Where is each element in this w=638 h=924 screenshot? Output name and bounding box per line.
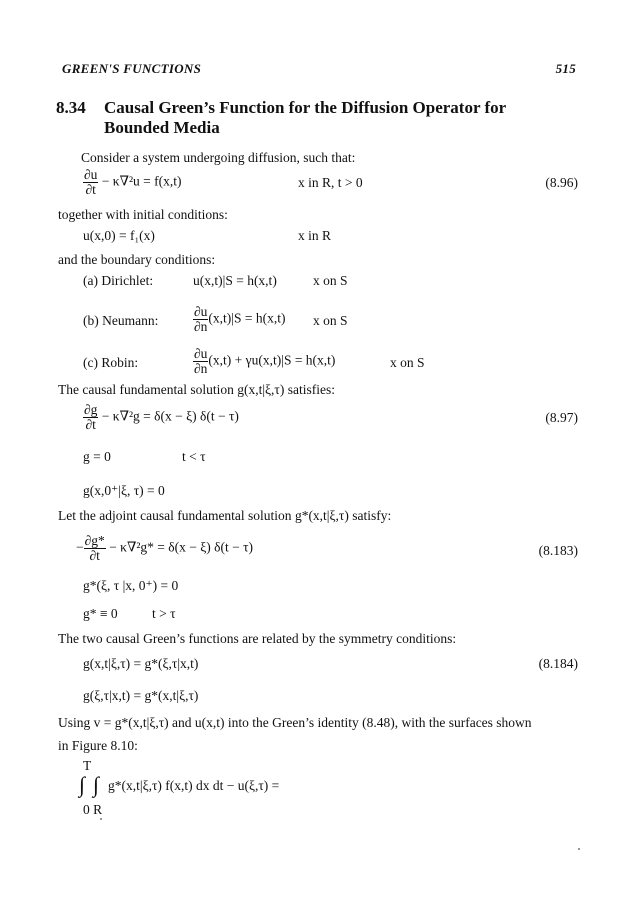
causal-rhs: − κ∇²g = δ(x − ξ) δ(t − τ) [98,408,239,424]
g-initial: g(x,0⁺|ξ, τ) = 0 [83,483,165,498]
partial-u-over-partial-n-robin: $\frac{\partial u}{\partial n}$ [194,346,208,376]
adjoint-rhs: − κ∇²g* = δ(x − ξ) δ(t − τ) [105,539,254,555]
initial-domain: x in R [298,228,332,243]
integral-upper-limit: T [83,758,92,773]
partial-gstar-over-partial-t: $\frac{\partial g*}{\partial t}$ [84,533,105,563]
robin-domain: x on S [390,355,425,370]
initial-condition: u(x,0) = f₁(x) [83,228,155,243]
using-text-line2: in Figure 8.10: [58,738,138,753]
dirichlet-expression: u(x,t)|S = h(x,t) [193,273,277,288]
scan-speck [100,818,102,820]
boundary-text: and the boundary conditions: [58,252,216,267]
adjoint-zero-condition: t > τ [152,606,176,621]
running-header-title: GREEN'S FUNCTIONS [62,61,202,76]
partial-u-over-partial-n: $\frac{\partial u}{\partial n}$ [194,304,208,334]
intro-text: Consider a system undergoing diffusion, such that: [81,150,356,165]
equation-diffusion [83,168,182,197]
using-text [58,715,532,731]
initial-text: together with initial conditions: [58,207,228,222]
using-text-a: Using v = g [58,715,122,730]
integral-lower-limits: 0 R [83,802,103,817]
equation-causal [83,403,239,432]
diffusion-domain: x in R, t > 0 [298,175,363,190]
partial-u-over-partial-t: $\frac{\partial u}{\partial t}$ [84,167,98,197]
symmetry-equation-2: g(ξ,τ|x,t) = g*(x,t|ξ,τ) [83,688,199,703]
robin-expression: (x,t) + γu(x,t)|S = h(x,t) [208,352,336,368]
adjoint-expression: g*(x,t|ξ,τ) [294,508,349,523]
equation-adjoint: − $\frac{\partial g*}{\partial t}$ − κ∇²g* = δ(x − ξ) δ(t − τ) [76,533,254,563]
g-zero: g = 0 [83,449,111,464]
scan-speck [578,848,580,850]
section-number: 8.34 [56,98,86,117]
diffusion-rhs: − κ∇²u = f(x,t) [98,173,182,189]
symmetry-equation-1: g(x,t|ξ,τ) = g*(ξ,τ|x,t) [83,656,199,671]
neumann-domain: x on S [313,313,348,328]
equation-number-8-97: (8.97) [545,410,578,425]
equation-number-8-183: (8.183) [538,543,578,558]
equation-number-8-96: (8.96) [545,175,578,190]
partial-g-over-partial-t: $\frac{\partial g}{\partial t}$ [84,402,98,432]
robin-equation [193,347,335,376]
causal-text: The causal fundamental solution g(x,t|ξ,τ) satisfies: [58,382,335,397]
section-title-line1: Causal Green’s Function for the Diffusion Operator for [104,98,507,117]
neumann-expression: (x,t)|S = h(x,t) [208,310,286,326]
robin-label: (c) Robin: [83,355,139,370]
adjoint-text [58,508,391,524]
neumann-label: (b) Neumann: [83,313,159,328]
g-zero-condition: t < τ [182,449,206,464]
dirichlet-domain: x on S [313,273,348,288]
adjoint-text-a: Let the adjoint causal fundamental solution [58,508,295,523]
integral-sign-outer: ∫ [79,772,86,797]
neumann-equation [193,305,285,334]
page-number: 515 [555,61,576,76]
symmetry-text: The two causal Green’s functions are related by the symmetry conditions: [58,631,457,646]
integral-sign-inner: ∫ [93,772,100,797]
section-title-line2: Bounded Media [104,118,220,137]
dirichlet-label: (a) Dirichlet: [83,273,154,288]
adjoint-final-condition: g*(ξ, τ |x, 0⁺) = 0 [83,578,179,593]
adjoint-text-b: satisfy: [348,508,392,523]
equation-number-8-184: (8.184) [538,656,578,671]
using-text-b: and u(x,t) into the Green’s identity (8.48), with the surfaces shown [168,715,532,730]
adjoint-zero: g* ≡ 0 [83,606,118,621]
using-expression: *(x,t|ξ,τ) [121,715,169,730]
integral-body: g*(x,t|ξ,τ) f(x,t) dx dt − u(ξ,τ) = [108,778,280,793]
